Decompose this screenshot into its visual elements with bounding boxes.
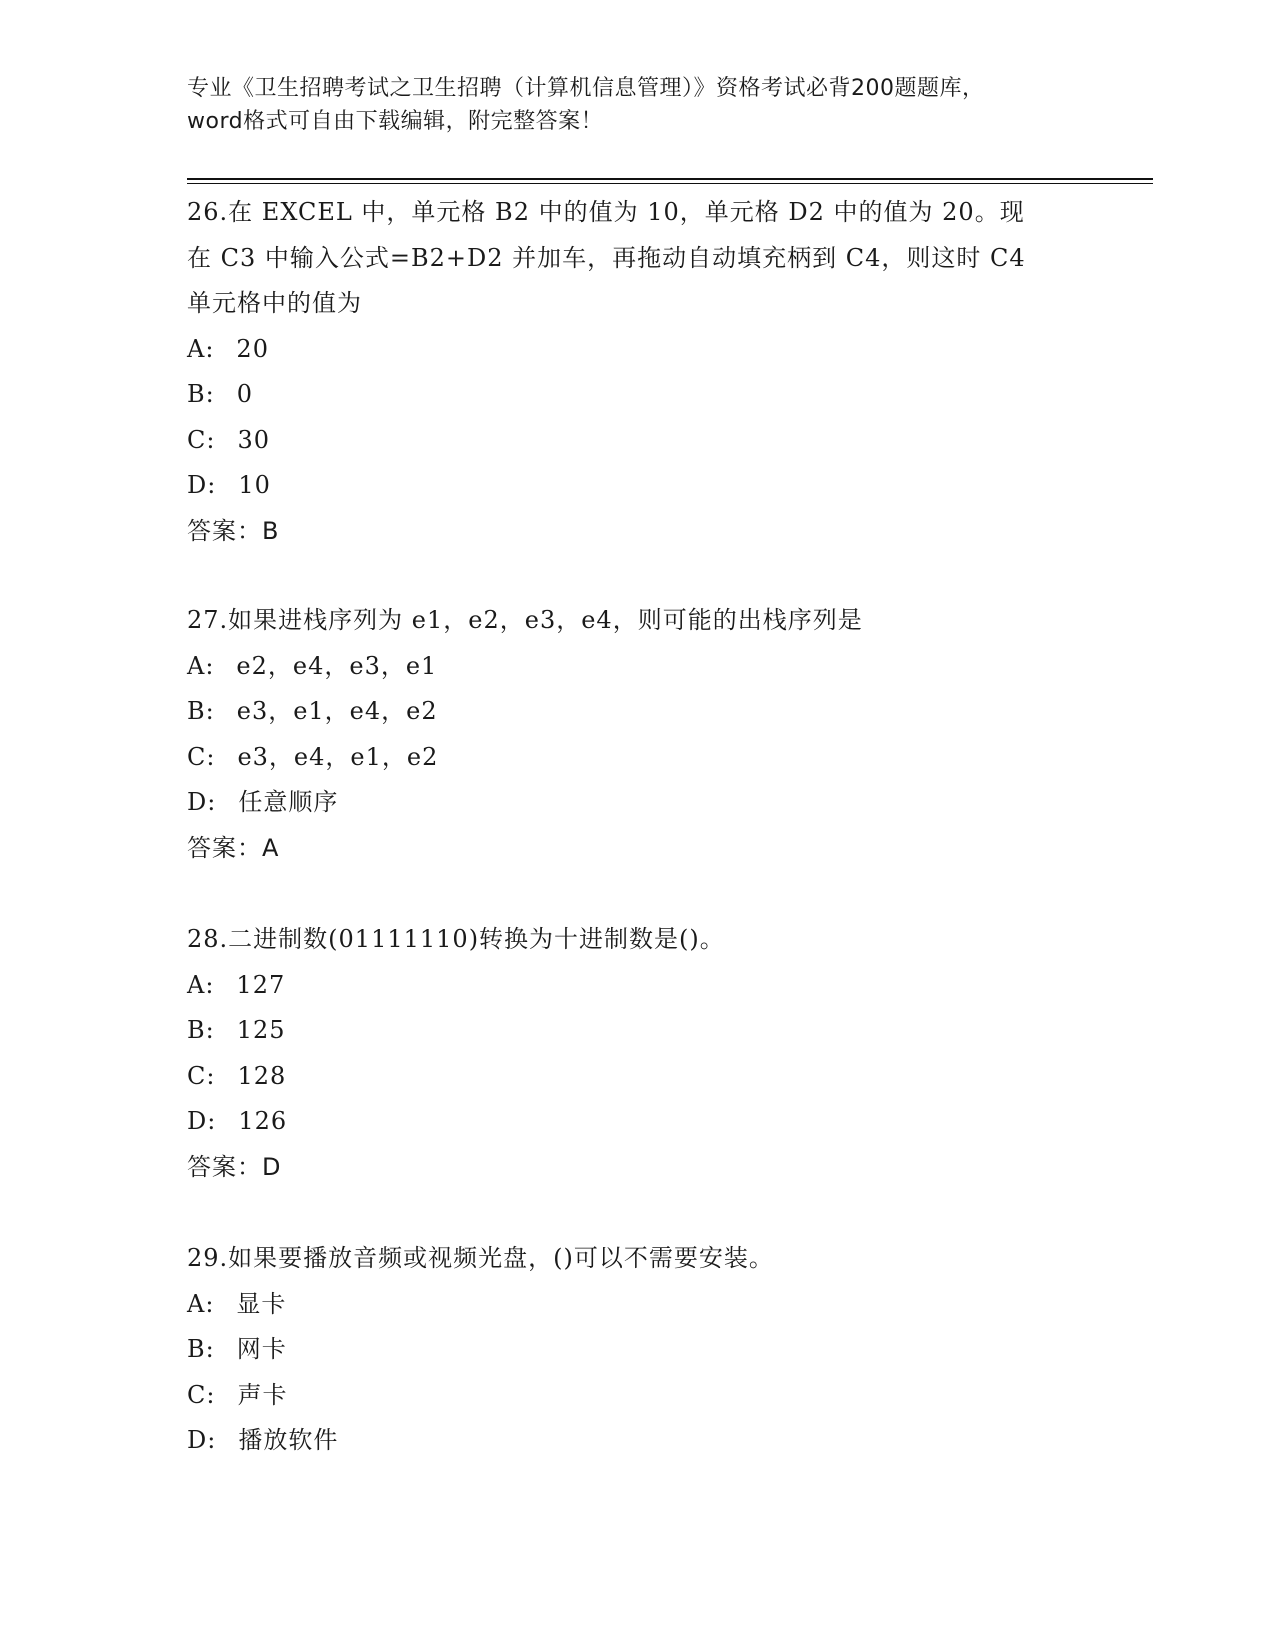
option-text: e3，e4，e1，e2 [237, 742, 439, 771]
option-d [187, 1418, 1087, 1464]
option-text: 126 [238, 1107, 288, 1135]
question-28 [187, 917, 1087, 1190]
option-text: e2，e4，e3，e1 [236, 651, 438, 680]
option-b [187, 372, 1087, 418]
option-d [187, 780, 1087, 826]
option-letter: B: [187, 1335, 215, 1363]
option-letter: A: [187, 970, 215, 999]
header-line-1: 专业《卫生招聘考试之卫生招聘（计算机信息管理）》资格考试必背200题题库， [187, 76, 985, 101]
option-letter: B: [187, 380, 215, 408]
option-letter: B: [187, 697, 215, 725]
header-divider-thick [187, 178, 1153, 180]
question-stem-line-2: 在 C3 中输入公式=B2+D2 并加车，再拖动自动填充柄到 C4，则这时 C4 [187, 243, 1026, 272]
option-text: 网卡 [236, 1335, 287, 1363]
option-letter: B: [187, 1016, 215, 1044]
option-c [187, 418, 1087, 464]
answer-line: 答案：A [187, 833, 280, 862]
option-text: 30 [237, 425, 270, 454]
answer-line: 答案：D [187, 1152, 282, 1181]
option-letter: D: [187, 1107, 217, 1135]
option-letter: C: [187, 742, 216, 771]
question-number: 27. [187, 606, 229, 634]
answer-line: 答案：B [187, 516, 280, 545]
option-letter: A: [187, 334, 215, 363]
option-c [187, 1054, 1087, 1100]
option-letter: A: [187, 1289, 215, 1318]
question-number: 29. [187, 1244, 229, 1272]
option-a [187, 327, 1087, 373]
option-letter: D: [187, 788, 217, 816]
question-stem-line-1: 如果进栈序列为 e1，e2，e3，e4，则可能的出栈序列是 [228, 606, 863, 634]
option-a [187, 644, 1087, 690]
header-divider-thin [187, 183, 1153, 184]
question-stem [187, 1236, 1087, 1282]
option-text: 128 [237, 1061, 287, 1090]
question-number: 26. [187, 198, 229, 226]
option-letter: C: [187, 425, 216, 454]
option-text: 声卡 [237, 1380, 288, 1409]
option-text: 0 [236, 380, 254, 408]
question-stem-line-1: 如果要播放音频或视频光盘，()可以不需要安装。 [228, 1244, 774, 1272]
question-number: 28. [187, 925, 229, 953]
option-b [187, 689, 1087, 735]
option-text: 125 [236, 1016, 286, 1044]
question-stem-line-1: 在 EXCEL 中，单元格 B2 中的值为 10，单元格 D2 中的值为 20。现 [228, 198, 1025, 226]
option-c [187, 735, 1087, 781]
option-text: 显卡 [236, 1289, 287, 1318]
option-letter: A: [187, 651, 215, 680]
option-a [187, 963, 1087, 1009]
option-text: 127 [236, 970, 286, 999]
option-b [187, 1327, 1087, 1373]
option-text: 20 [236, 334, 269, 363]
option-text: 任意顺序 [238, 788, 339, 816]
question-29 [187, 1236, 1087, 1464]
option-d [187, 1099, 1087, 1145]
option-letter: C: [187, 1061, 216, 1090]
question-stem [187, 917, 1087, 963]
option-text: 播放软件 [238, 1426, 339, 1454]
question-stem [187, 598, 1087, 644]
question-stem [187, 190, 1087, 236]
option-d [187, 463, 1087, 509]
question-stem-line-3: 单元格中的值为 [187, 289, 362, 317]
option-b [187, 1008, 1087, 1054]
option-letter: D: [187, 1426, 217, 1454]
option-a [187, 1282, 1087, 1328]
option-letter: D: [187, 471, 217, 499]
option-letter: C: [187, 1380, 216, 1409]
option-c [187, 1373, 1087, 1419]
document-header [187, 72, 1087, 138]
option-text: e3，e1，e4，e2 [236, 697, 438, 725]
question-26 [187, 190, 1087, 554]
option-text: 10 [238, 471, 271, 499]
question-27 [187, 598, 1087, 871]
header-line-2: word格式可自由下载编辑，附完整答案！ [187, 109, 604, 134]
question-stem-line-1: 二进制数(01111110)转换为十进制数是()。 [228, 925, 725, 953]
